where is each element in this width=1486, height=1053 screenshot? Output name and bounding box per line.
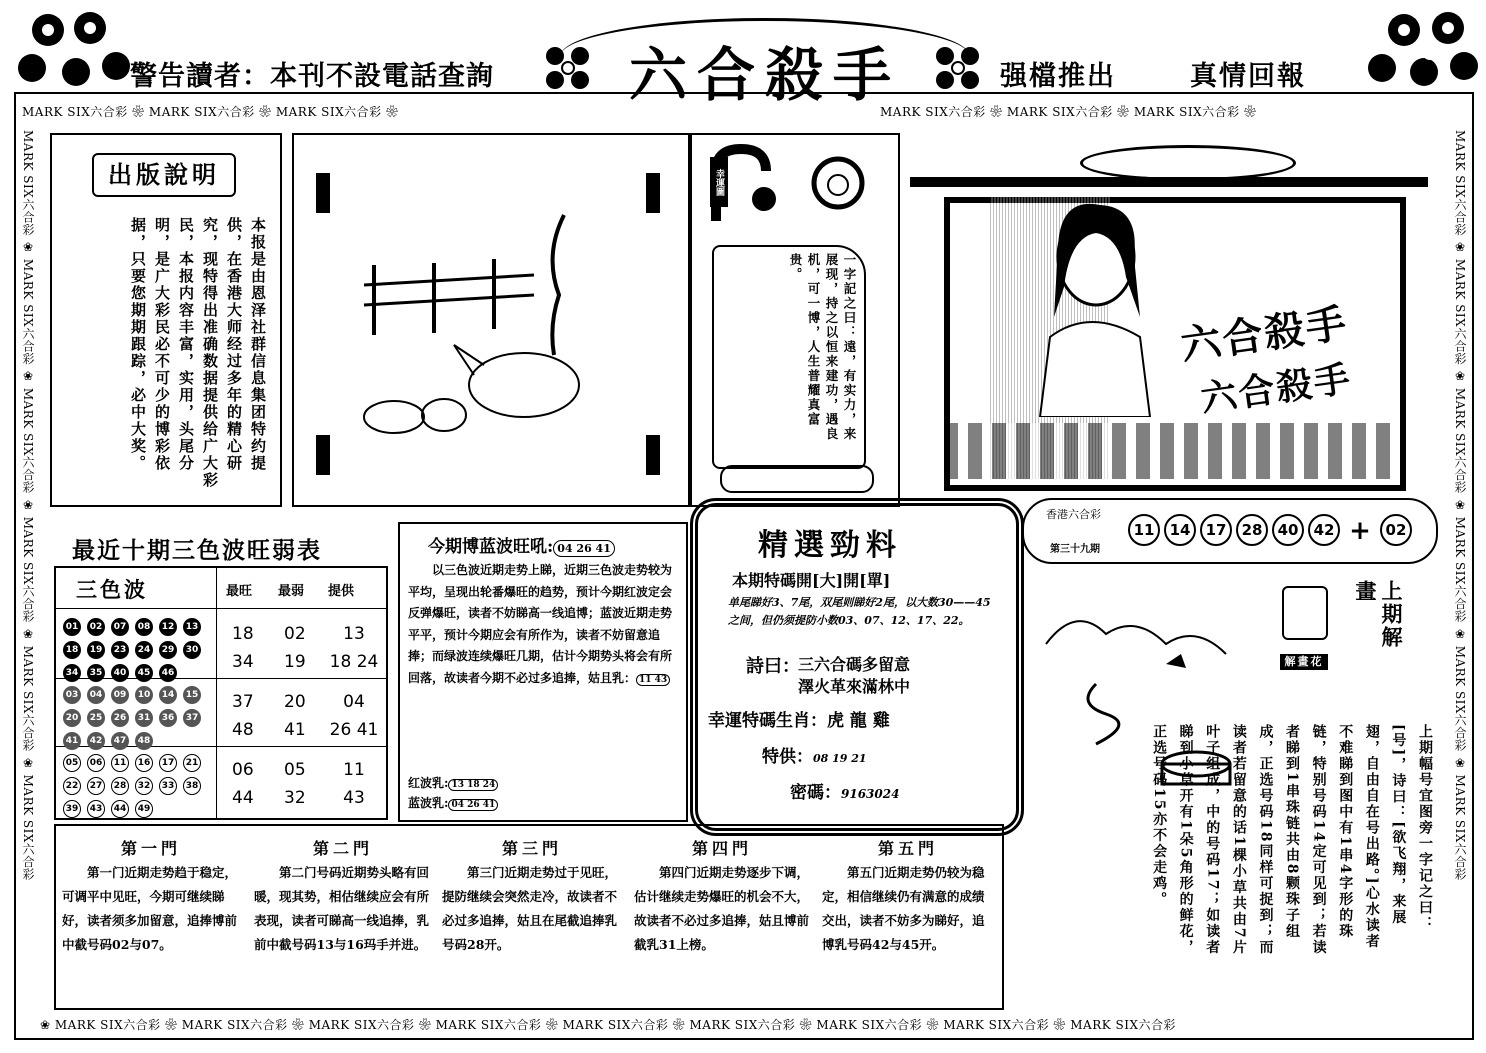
lottery-issue: 第三十九期 — [1050, 544, 1100, 555]
logo-title: 六合殺手 — [628, 41, 901, 109]
poem-line-1: 三六合碼多留意 — [798, 655, 911, 674]
blue-wave-ball: 48 — [135, 732, 153, 750]
blue-wave-pick: 蓝波乳: 04 26 41 — [408, 794, 498, 811]
scroll-poem: 一字記之曰：遠，有实力，来展现，持之以恒来建功，遇良机，可一博，人生普耀真富贵。 — [788, 253, 857, 442]
publish-title: 出版說明 — [92, 153, 236, 197]
banner-panel — [900, 133, 1440, 503]
blue-wave-ball: 20 — [63, 709, 81, 727]
lottery-ball: 40 — [1272, 514, 1304, 546]
flower-cluster-icon — [930, 44, 990, 94]
gate-body: 第一门近期走势趋于稳定，可调平中见旺，今期可继续睇好，读者须多加留意，追捧博前中截号码02与07。 — [62, 865, 238, 952]
col-header-cold: 最弱 — [278, 584, 305, 599]
blue-wave-ball: 37 — [183, 709, 201, 727]
banner-text-2: 六合殺手 — [1198, 357, 1355, 421]
poem-label: 詩曰： — [746, 656, 800, 677]
mark-six-strip: MARK SIX六合彩 ❀ MARK SIX六合彩 ❀ MARK SIX六合彩 ❀ — [880, 105, 1257, 119]
quill-icon — [1282, 586, 1328, 640]
corner-flower-icon — [18, 10, 138, 100]
red-wave-pick: 红波乳: 13 18 24 — [408, 774, 498, 791]
corner-mark — [316, 435, 330, 475]
scroll-panel — [690, 133, 900, 507]
blue-wave-balls — [60, 682, 216, 751]
gold-ingots — [944, 423, 1394, 479]
interpret-badge: 解畫花 — [1280, 654, 1328, 670]
rhino-picture — [292, 133, 690, 507]
blue-wave-ball: 04 — [87, 686, 105, 704]
special-size: 本期特碼開[大]開[單] — [732, 571, 891, 590]
person-photo — [1030, 197, 1170, 417]
wave-table — [54, 566, 388, 820]
selected-tips-panel — [690, 498, 1024, 836]
publish-notice — [50, 133, 282, 507]
red-wave-balls — [60, 614, 216, 683]
green-wave-ball: 32 — [135, 777, 153, 795]
corner-mark — [646, 435, 660, 475]
blue-wave-ball: 09 — [111, 686, 129, 704]
red-hot: 18 34 — [232, 624, 254, 672]
special-supply: 特供：08 19 21 — [762, 747, 867, 767]
blue-wave-ball: 15 — [183, 686, 201, 704]
corner-flower-icon — [1360, 10, 1480, 100]
lottery-result — [1022, 498, 1438, 564]
green-wave-ball: 33 — [159, 777, 177, 795]
red-wave-ball: 13 — [183, 618, 201, 636]
banner-beam — [910, 177, 1428, 187]
blue-wave-ball: 14 — [159, 686, 177, 704]
blue-hot: 37 48 — [232, 692, 254, 740]
gate-title: 第五門 — [877, 839, 938, 858]
lucky-zodiac: 幸運特碼生肖：虎 龍 雞 — [708, 711, 890, 731]
lottery-ball: 42 — [1308, 514, 1340, 546]
gate-title: 第三門 — [501, 839, 562, 858]
gate-title: 第四門 — [691, 839, 752, 858]
red-wave-ball: 30 — [183, 641, 201, 659]
last-period-panel — [1016, 574, 1438, 956]
green-wave-ball: 44 — [111, 800, 129, 818]
corner-mark — [316, 173, 330, 213]
wave-table-panel — [50, 522, 390, 818]
col-header-wave: 三色波 — [76, 577, 148, 602]
banner-text-1: 六合殺手 — [1177, 299, 1351, 370]
rhino-fence-illustration — [354, 195, 634, 455]
blue-wave-ball: 03 — [63, 686, 81, 704]
green-cold: 05 32 — [284, 760, 306, 808]
last-period-body: 上期幅号宜图旁一字记之曰：[号]，诗曰：[欲飞翔，来展翅，自由自在号出路。]心水读者不难睇到图中有1串4字形的珠链，特别号码14定可见到；若读者睇到1串珠链共由8颗珠子组成，正选号码18同样可捉到；而读者若留意的话1棵小草共由7片叶子组成，中的号码17；如读者睇到小草开有1朵5角形的鲜花，正选号码15亦不会走鸡。 — [1151, 724, 1433, 956]
red-wave-ball: 02 — [87, 618, 105, 636]
lottery-ball: 28 — [1236, 514, 1268, 546]
mark-six-strip-right: MARK SIX六合彩 ❀ MARK SIX六合彩 ❀ MARK SIX六合彩 ❀ MARK SIX六合彩 ❀ MARK SIX六合彩 ❀ MARK SIX六合彩 — [1453, 130, 1467, 881]
gate-title: 第二門 — [312, 839, 373, 858]
warning-text: 警告讀者：本刊不設電話查詢 — [130, 61, 494, 92]
blue-wave-ball: 26 — [111, 709, 129, 727]
red-wave-ball: 18 — [63, 641, 81, 659]
lottery-numbers — [1126, 514, 1414, 546]
blue-wave-ball: 10 — [135, 686, 153, 704]
gate-4 — [628, 826, 816, 959]
selected-tips-title: 精選勁料 — [758, 528, 902, 563]
green-wave-ball: 06 — [87, 754, 105, 772]
blue-cold: 20 41 — [284, 692, 306, 740]
blue-wave-ball: 31 — [135, 709, 153, 727]
slogan-left: 强檔推出 — [1000, 61, 1116, 92]
red-wave-ball: 01 — [63, 618, 81, 636]
blue-wave-ball: 36 — [159, 709, 177, 727]
lucky-badge: 幸運圖 — [710, 157, 728, 207]
green-pick: 11 43 — [343, 760, 365, 808]
red-wave-ball: 07 — [111, 618, 129, 636]
poem-line-2: 澤火革來滿林中 — [798, 677, 911, 696]
gate-5 — [816, 826, 1000, 959]
red-wave-ball: 29 — [159, 641, 177, 659]
wheel-top — [1080, 145, 1296, 181]
green-wave-ball: 05 — [63, 754, 81, 772]
lottery-ball: 11 — [1128, 514, 1160, 546]
red-wave-ball: 23 — [111, 641, 129, 659]
col-header-hot: 最旺 — [226, 584, 253, 599]
mark-six-strip: ❀ MARK SIX六合彩 ❀ MARK SIX六合彩 ❀ MARK SIX六合彩 ❀ MARK SIX六合彩 ❀ MARK SIX六合彩 ❀ MARK SIX六合彩 ❀ MARK SIX六合彩 ❀ MARK SIX六合彩 ❀ MARK SIX六合彩 — [40, 1018, 1177, 1032]
mark-six-strip: MARK SIX六合彩 ❀ MARK SIX六合彩 ❀ MARK SIX六合彩 ❀ — [22, 105, 399, 119]
plus-sign: + — [1349, 515, 1371, 546]
blue-pick: 04 26 41 — [329, 692, 379, 740]
col-header-pick: 提供 — [328, 584, 355, 599]
green-wave-ball: 16 — [135, 754, 153, 772]
scroll-roll — [720, 465, 874, 493]
mark-six-strip-left: MARK SIX六合彩 ❀ MARK SIX六合彩 ❀ MARK SIX六合彩 ❀ MARK SIX六合彩 ❀ MARK SIX六合彩 ❀ MARK SIX六合彩 — [21, 130, 35, 881]
green-hot: 06 44 — [232, 760, 254, 808]
pot-icon — [810, 155, 866, 211]
tail-tip: 单尾睇好3、7尾，双尾则睇好2尾，以大数30——45之间，但仍须提防小数03、07、12、17、22。 — [728, 596, 991, 627]
red-cold: 02 19 — [284, 624, 306, 672]
blue-wave-ball: 41 — [63, 732, 81, 750]
gate-body: 第四门近期走势逐步下调，估计继续走势爆旺的机会不大，故读者不必过多追捧，姑且博前截乳31上榜。 — [634, 865, 810, 952]
secret-code: 密碼：9163024 — [790, 783, 900, 803]
gate-body: 第三门近期走势过于见旺，提防继续会突然走冷，故读者不必过多追捧，姑且在尾截追捧乳号码28开。 — [442, 865, 618, 952]
gate-3 — [436, 826, 628, 959]
lottery-ball: 14 — [1164, 514, 1196, 546]
green-wave-ball: 17 — [159, 754, 177, 772]
green-wave-ball: 21 — [183, 754, 201, 772]
corner-mark — [646, 173, 660, 213]
green-wave-ball: 11 — [111, 754, 129, 772]
lottery-label: 香港六合彩 — [1046, 508, 1101, 521]
five-gates-panel — [54, 824, 1004, 1010]
slogan-right: 真情回報 — [1190, 61, 1306, 92]
red-wave-ball: 35 — [87, 664, 105, 682]
blue-wave-body: 以三色波近期走势上睇，近期三色波走势较为平均，呈现出轮番爆旺的趋势，预计今期红波定会反弹爆旺，读者不妨睇高一线追博；蓝波近期走势平平，预计今期应会有所作为，读者不妨留意追捧；而绿波连续爆旺几期，估计今期势头将会有所回落，故读者今期不必过多追捧，姑且乳： 11 43 — [408, 563, 673, 685]
red-wave-ball: 08 — [135, 618, 153, 636]
green-wave-ball: 28 — [111, 777, 129, 795]
green-wave-ball: 38 — [183, 777, 201, 795]
blue-wave-title: 今期博蓝波旺吼: 04 26 41 — [428, 532, 615, 557]
gate-title: 第一門 — [120, 839, 181, 858]
green-wave-ball: 49 — [135, 800, 153, 818]
blue-wave-panel — [398, 522, 688, 822]
red-wave-ball: 19 — [87, 641, 105, 659]
red-pick: 13 18 24 — [329, 624, 379, 672]
gate-body: 第五门近期走势仍较为稳定，相信继续仍有满意的成绩交出，读者不妨多为睇好，追博乳号码42与45开。 — [822, 865, 985, 952]
green-wave-ball: 27 — [87, 777, 105, 795]
red-wave-ball: 45 — [135, 664, 153, 682]
publish-body: 本报是由恩泽社群信息集团特约提供，在香港大师经过多年的精心研究，现特得出准确数据提供给广大彩民，本报内容丰富，实用，头尾分明，是广大彩民必不可少的博彩依据，只要您期期跟踪，必中大奖。 — [129, 217, 267, 489]
red-wave-ball: 46 — [159, 664, 177, 682]
blue-wave-ball: 25 — [87, 709, 105, 727]
gate-2 — [248, 826, 438, 959]
green-wave-ball: 43 — [87, 800, 105, 818]
green-wave-ball: 22 — [63, 777, 81, 795]
special-ball: 02 — [1380, 514, 1412, 546]
blue-wave-ball: 47 — [111, 732, 129, 750]
green-wave-ball: 39 — [63, 800, 81, 818]
last-period-title: 上期解畫 — [1353, 580, 1404, 649]
green-wave-balls — [60, 750, 216, 819]
wave-table-title: 最近十期三色波旺弱表 — [72, 537, 322, 564]
blue-wave-ball: 42 — [87, 732, 105, 750]
gate-1 — [56, 826, 246, 959]
red-wave-ball: 34 — [63, 664, 81, 682]
gate-body: 第二门号码近期势头略有回暖，现其势，相估继续应会有所表现，读者可睇高一线追捧，乳前中截号码13与16玛手并进。 — [254, 865, 430, 952]
red-wave-ball: 12 — [159, 618, 177, 636]
red-wave-ball: 40 — [111, 664, 129, 682]
red-wave-ball: 24 — [135, 641, 153, 659]
lottery-ball: 17 — [1200, 514, 1232, 546]
